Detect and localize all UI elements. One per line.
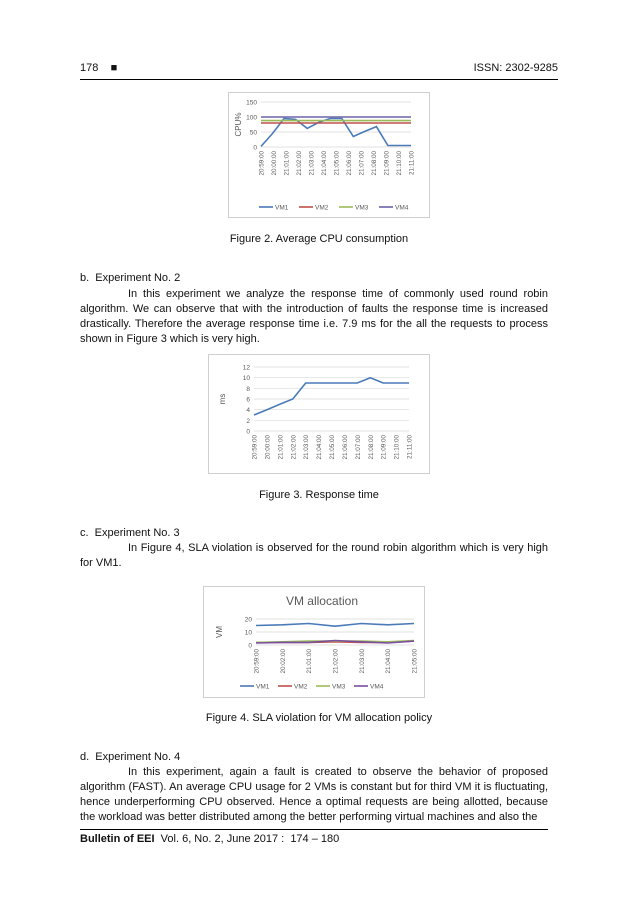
x-tick-label: 21:03:00 bbox=[308, 151, 316, 176]
section-b-paragraph: In this experiment we analyze the response time of commonly used round robin algorithm. We can observe that with the introduction of faults the response time is increased drastically. Therefore the average response time i.e. 7.9 ms for the all the requests to process shown in Figure 3 which is very high. bbox=[80, 288, 548, 345]
y-tick-label: 150 bbox=[246, 99, 257, 107]
x-tick-label: 21:05:00 bbox=[411, 649, 419, 674]
x-tick-label: 21:04:00 bbox=[321, 151, 328, 176]
vm-allocation-chart bbox=[204, 587, 424, 697]
y-tick-label: 10 bbox=[242, 375, 250, 383]
y-tick-label: 100 bbox=[246, 114, 257, 122]
y-tick-label: 2 bbox=[246, 417, 250, 425]
page-number: 178 ■ bbox=[80, 62, 118, 74]
journal-name: Bulletin of EEI bbox=[80, 833, 155, 845]
y-tick-label: 8 bbox=[246, 385, 250, 393]
x-tick-label: 20:59:00 bbox=[258, 151, 266, 176]
x-tick-label: 21:01:00 bbox=[283, 151, 291, 176]
y-tick-label: 0 bbox=[248, 642, 252, 650]
journal-details: Vol. 6, No. 2, June 2017 : 174 – 180 bbox=[154, 833, 340, 845]
x-tick-label: 21:09:00 bbox=[380, 435, 388, 460]
x-tick-label: 21:08:00 bbox=[371, 151, 378, 176]
cpu-chart bbox=[229, 93, 429, 217]
legend-label: VM3 bbox=[355, 204, 369, 212]
x-tick-label: 21:02:00 bbox=[296, 151, 303, 176]
figure-2 bbox=[228, 92, 430, 218]
section-c-heading: c. Experiment No. 3 bbox=[80, 527, 180, 539]
x-tick-label: 20:00:00 bbox=[271, 151, 278, 176]
header-marker: ■ bbox=[110, 62, 118, 74]
x-tick-label: 21:11:00 bbox=[408, 151, 416, 176]
legend-label: VM4 bbox=[370, 683, 384, 691]
legend-label: VM2 bbox=[315, 204, 329, 212]
section-b-heading: b. Experiment No. 2 bbox=[80, 272, 181, 284]
legend-label: VM1 bbox=[256, 683, 270, 691]
y-tick-label: 10 bbox=[244, 629, 252, 637]
legend-label: VM3 bbox=[332, 683, 346, 691]
figure-4-caption: Figure 4. SLA violation for VM allocation policy bbox=[205, 712, 433, 724]
y-axis-label: VM bbox=[215, 626, 224, 638]
x-tick-label: 21:04:00 bbox=[316, 435, 324, 460]
x-tick-label: 21:06:00 bbox=[341, 435, 349, 460]
y-tick-label: 50 bbox=[249, 129, 257, 137]
footer-rule bbox=[80, 829, 548, 830]
issn: ISSN: 2302-9285 bbox=[473, 62, 558, 74]
x-tick-label: 21:09:00 bbox=[383, 151, 391, 176]
x-tick-label: 21:07:00 bbox=[358, 151, 366, 176]
y-axis-label: CPU% bbox=[234, 112, 243, 137]
x-tick-label: 21:01:00 bbox=[306, 649, 314, 674]
x-tick-label: 20:02:00 bbox=[279, 649, 287, 674]
series-line bbox=[256, 624, 414, 627]
y-tick-label: 12 bbox=[242, 364, 250, 372]
x-tick-label: 21:01:00 bbox=[277, 435, 285, 460]
legend-label: VM4 bbox=[395, 204, 409, 212]
chart-title: VM allocation bbox=[285, 594, 359, 608]
y-tick-label: 0 bbox=[253, 144, 257, 152]
section-d-paragraph: In this experiment, again a fault is created to observe the behavior of proposed algorithm (FAST). An average CPU usage for 2 VMs is constant but for third VM it is fluctuating, hence underperforming CPU observed. Hence a optimal requests are being allotted, because the workload was better distributed among the better performing virtual machines and also the bbox=[80, 766, 548, 823]
y-tick-label: 6 bbox=[246, 396, 250, 404]
header-rule bbox=[80, 79, 558, 80]
x-tick-label: 21:02:00 bbox=[290, 435, 298, 460]
x-tick-label: 21:05:00 bbox=[333, 151, 341, 176]
x-tick-label: 21:08:00 bbox=[367, 435, 375, 460]
footer bbox=[80, 833, 339, 845]
response-time-chart bbox=[209, 355, 429, 473]
x-tick-label: 21:06:00 bbox=[346, 151, 353, 176]
y-tick-label: 4 bbox=[246, 407, 250, 415]
legend-label: VM1 bbox=[275, 204, 289, 212]
x-tick-label: 21:11:00 bbox=[406, 435, 414, 460]
figure-3-caption: Figure 3. Response time bbox=[259, 489, 379, 501]
figure-2-caption: Figure 2. Average CPU consumption bbox=[229, 233, 409, 245]
x-tick-label: 21:04:00 bbox=[385, 649, 393, 674]
y-axis-label: ms bbox=[218, 393, 227, 405]
x-tick-label: 21:05:00 bbox=[329, 435, 336, 460]
section-c-paragraph: In Figure 4, SLA violation is observed for the round robin algorithm which is very high for VM1. bbox=[80, 542, 548, 569]
x-tick-label: 21:02:00 bbox=[332, 649, 340, 674]
x-tick-label: 20:00:00 bbox=[264, 435, 272, 460]
x-tick-label: 21:03:00 bbox=[358, 649, 366, 674]
figure-4 bbox=[203, 586, 425, 698]
legend-label: VM2 bbox=[294, 683, 308, 691]
x-tick-label: 20:59:00 bbox=[253, 649, 261, 674]
y-tick-label: 0 bbox=[246, 428, 250, 436]
x-tick-label: 20:59:00 bbox=[251, 435, 259, 460]
y-tick-label: 20 bbox=[244, 616, 252, 624]
x-tick-label: 21:10:00 bbox=[396, 151, 403, 176]
x-tick-label: 21:03:00 bbox=[303, 435, 311, 460]
x-tick-label: 21:07:00 bbox=[354, 435, 362, 460]
x-tick-label: 21:10:00 bbox=[393, 435, 401, 460]
section-d-heading: d. Experiment No. 4 bbox=[80, 751, 181, 763]
figure-3 bbox=[208, 354, 430, 474]
